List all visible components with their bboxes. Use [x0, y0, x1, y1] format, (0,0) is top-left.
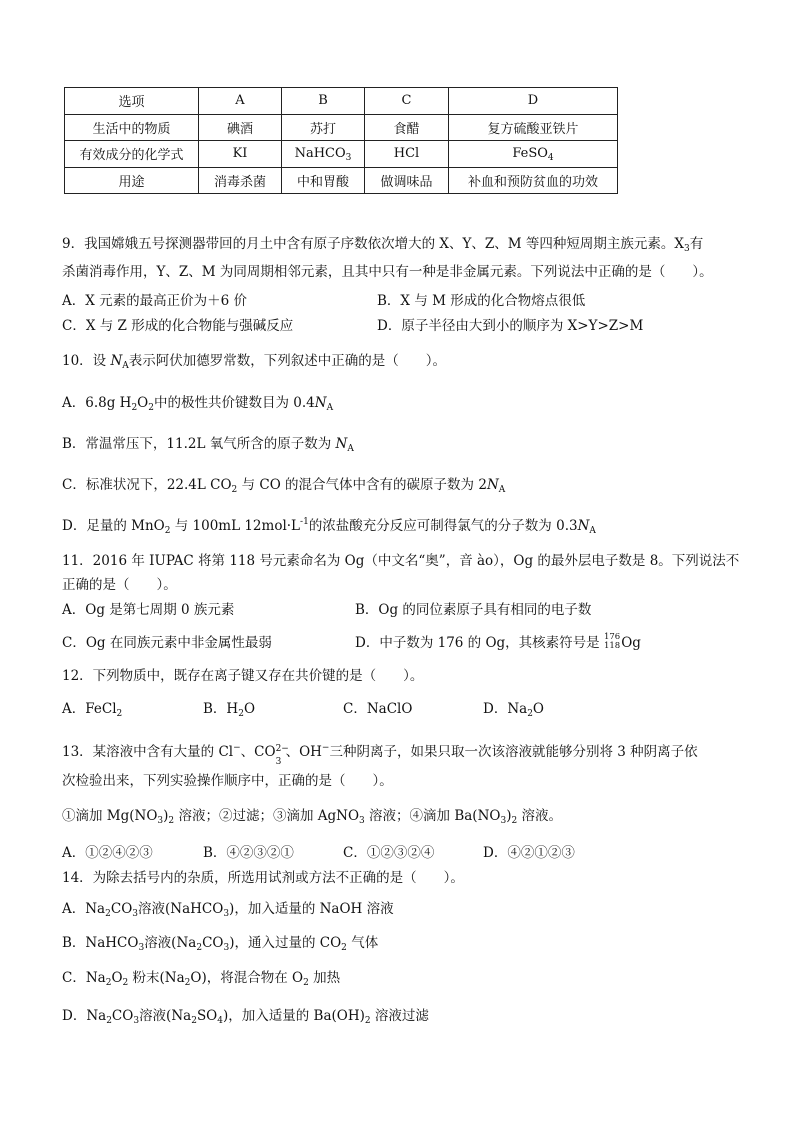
q10-option-a: A．6.8g $H_2O_2$中的极性共价键数目为 $0.4N_A$ — [62, 395, 334, 413]
table-cell: 生活中的物质 — [65, 114, 199, 141]
table-row — [65, 141, 618, 168]
table-cell: HCl — [365, 141, 449, 168]
q10-option-d: D．足量的 MnO$_2$ 与 100mL $12mol\cdot L^{-1}$的浓盐酸充分反应可制得氯气的分子数为 $0.3N_A$ — [62, 517, 596, 536]
q12-option-c: C．NaClO — [343, 701, 413, 717]
q10-option-b: B．常温常压下，11.2L 氧气所含的原子数为 $N_A$ — [62, 436, 354, 454]
table-cell: 补血和预防贫血的功效 — [449, 167, 618, 194]
q11-option-a: A．Og 是第七周期 0 族元素 — [62, 602, 235, 618]
q14-option-b: B．NaHCO$_3$溶液$(Na_2CO_3)$，通入过量的 $CO_2$ 气体 — [62, 935, 379, 953]
subscript: 3 — [345, 153, 352, 164]
q9-option-c: C．X 与 Z 形成的化合物能与强碱反应 — [62, 318, 294, 334]
table-row — [65, 167, 618, 194]
table-cell: 做调味品 — [365, 167, 449, 194]
table-cell: 有效成分的化学式 — [65, 141, 199, 168]
table-cell: 选项 — [65, 88, 199, 115]
q14-stem: 14．为除去括号内的杂质，所选用试剂或方法不正确的是（ ）。 — [62, 870, 464, 886]
table-cell: 中和胃酸 — [282, 167, 365, 194]
q9-option-d: D．原子半径由大到小的顺序为 X>Y>Z>M — [377, 318, 644, 334]
table-cell: B — [282, 88, 365, 115]
table-cell: FeSO$_4$ — [449, 141, 618, 168]
q13-operations: ①滴加 $Mg(NO_3)_2$ 溶液；②过滤；③滴加 AgNO$_3$ 溶液；④滴加 $Ba(NO_3)_2$ 溶液。 — [62, 808, 562, 826]
q12-option-a: A．FeCl$_2$ — [62, 701, 123, 719]
table-cell: C — [365, 88, 449, 115]
q10-option-c: C．标准状况下，22.4L $CO_2$ 与 CO 的混合气体中含有的碳原子数为 $2N_A$ — [62, 477, 506, 495]
q12-stem: 12．下列物质中，既存在离子键又存在共价键的是（ ）。 — [62, 668, 424, 684]
q13-stem-line1: 13．某溶液中含有大量的 Cl−、CO 2− 3 、OH−三种阴离子，如果只取一次该溶液就能够分别将 3 种阴离子依 — [62, 743, 698, 767]
subscript: 4 — [547, 153, 554, 164]
q11-stem-line2: 正确的是（ ）。 — [62, 577, 177, 593]
q11-stem-line1: 11．2016 年 IUPAC 将第 118 号元素命名为 Og（中文名“奥”，音 ào），Og 的最外层电子数是 8。下列说法不 — [62, 553, 740, 569]
q9-stem-line1: 9．我国嫦娥五号探测器带回的月土中含有原子序数依次增大的 X、Y、Z、M 等四种短周期主族元素。$X_3$有 — [62, 236, 704, 254]
q9-stem-line2: 杀菌消毒作用，Y、Z、M 为同周期相邻元素，且其中只有一种是非金属元素。下列说法中正确的是（ ）。 — [62, 264, 713, 280]
q13-option-c: C．①②③②④ — [343, 845, 435, 861]
q13-stem-line2: 次检验出来，下列实验操作顺序中，正确的是（ ）。 — [62, 773, 393, 789]
q9-option-a: A．X 元素的最高正价为＋6 价 — [62, 293, 248, 309]
table-cell: D — [449, 88, 618, 115]
q10-stem: 10．设 $N_A$表示阿伏加德罗常数，下列叙述中正确的是（ ）。 — [62, 353, 447, 371]
table-cell: 苏打 — [282, 114, 365, 141]
options-table — [64, 87, 618, 194]
q14-option-a: A．$Na_2CO_3$溶液(NaHCO$_3$)，加入适量的 NaOH 溶液 — [62, 901, 394, 919]
q11-option-c: C．Og 在同族元素中非金属性最弱 — [62, 635, 272, 651]
table-cell: A — [199, 88, 282, 115]
q12-option-b: B．$H_2O$ — [203, 701, 256, 719]
isotope-notation: 176 118 — [603, 631, 621, 651]
table-cell: 碘酒 — [199, 114, 282, 141]
table-cell: KI — [199, 141, 282, 168]
q13-option-a: A．①②④②③ — [62, 845, 153, 861]
table-cell: NaHCO$_3$ — [282, 141, 365, 168]
table-cell: 复方硫酸亚铁片 — [449, 114, 618, 141]
table-row — [65, 88, 618, 115]
table-cell: 消毒杀菌 — [199, 167, 282, 194]
q13-option-b: B．④②③②① — [203, 845, 294, 861]
q12-option-d: D．$Na_2O$ — [483, 701, 544, 719]
table-cell: 食醋 — [365, 114, 449, 141]
q13-option-d: D．④②①②③ — [483, 845, 575, 861]
q11-option-d: D．中子数为 176 的 Og，其核素符号是 176 118Og — [355, 631, 641, 651]
q14-option-d: D．$Na_2CO_3$溶液$(Na_2SO_4)$，加入适量的 $Ba(OH)_2$ 溶液过滤 — [62, 1008, 429, 1026]
q14-option-c: C．$Na_2O_2$ 粉末$(Na_2O)$，将混合物在 $O_2$ 加热 — [62, 970, 341, 988]
q9-option-b: B．X 与 M 形成的化合物熔点很低 — [377, 293, 586, 309]
q11-option-b: B．Og 的同位素原子具有相同的电子数 — [355, 602, 592, 618]
table-cell: 用途 — [65, 167, 199, 194]
table-row — [65, 114, 618, 141]
